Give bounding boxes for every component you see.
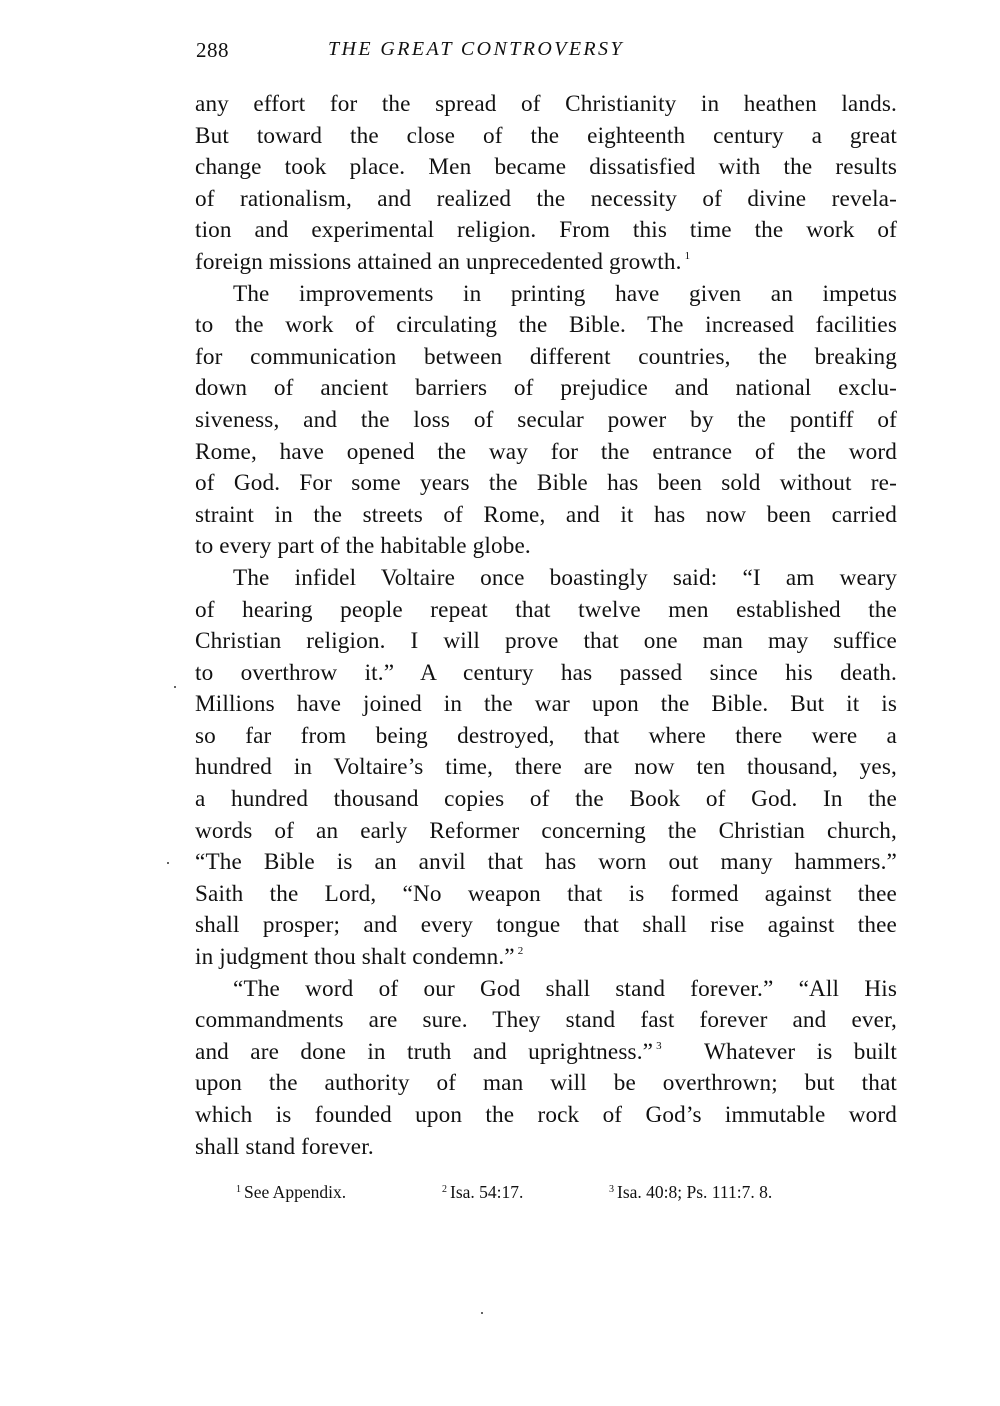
- text-line: Rome, have opened the way for the entrance of the word: [195, 438, 897, 465]
- text-line: to every part of the habitable globe.: [195, 533, 531, 560]
- text-line: upon the authority of man will be overthrown; but that: [195, 1070, 897, 1097]
- text-line: of hearing people repeat that twelve men established the: [195, 596, 897, 623]
- footnote-2: [442, 1182, 523, 1203]
- footnote-3: [609, 1182, 772, 1203]
- footnote-reference-3[interactable]: 3: [656, 1039, 662, 1052]
- text-line: “The Bible is an anvil that has worn out many hammers.”: [195, 849, 897, 876]
- text-line-with-ref: [195, 1037, 897, 1069]
- paragraph-3: [195, 563, 897, 974]
- page-number: 288: [196, 38, 229, 62]
- text-line: tion and experimental religion. From this time the work of: [195, 217, 897, 244]
- footnote-text: See Appendix.: [244, 1182, 347, 1202]
- text-line: hundred in Voltaire’s time, there are now ten thousand, yes,: [195, 754, 897, 781]
- text-line: shall stand forever.: [195, 1133, 374, 1160]
- text-line: “The word of our God shall stand forever.” “All His: [233, 975, 897, 1002]
- text-line: of God. For some years the Bible has been sold without re-: [195, 470, 897, 497]
- footnote-text: Isa. 54:17.: [450, 1182, 524, 1202]
- text-line: The improvements in printing have given an impetus: [233, 280, 897, 307]
- footnote-1: [236, 1182, 346, 1203]
- footnote-marker: 3: [609, 1184, 614, 1195]
- text-line: foreign missions attained an unprecedented growth.: [195, 248, 682, 275]
- paragraph-4: [195, 974, 897, 1164]
- body-text: [195, 89, 897, 1163]
- text-line: Saith the Lord, “No weapon that is formed against thee: [195, 880, 897, 907]
- text-line: But toward the close of the eighteenth century a great: [195, 122, 897, 149]
- text-line: to the work of circulating the Bible. The increased facilities: [195, 312, 897, 339]
- text-line: Millions have joined in the war upon the Bible. But it is: [195, 691, 897, 718]
- scan-speck: [167, 862, 169, 864]
- running-title: THE GREAT CONTROVERSY: [328, 38, 624, 60]
- text-line: a hundred thousand copies of the Book of God. In the: [195, 786, 897, 813]
- text-line: of rationalism, and realized the necessity of divine revela-: [195, 185, 897, 212]
- text-line: straint in the streets of Rome, and it has now been carried: [195, 501, 897, 528]
- text-line: which is founded upon the rock of God’s immutable word: [195, 1102, 897, 1128]
- text-line-with-ref: [195, 942, 897, 974]
- text-line: to overthrow it.” A century has passed since his death.: [195, 659, 897, 686]
- footnote-reference-2[interactable]: 2: [517, 945, 524, 958]
- text-line: for communication between different countries, the breaking: [195, 343, 897, 370]
- text-line: siveness, and the loss of secular power by the pontiff of: [195, 406, 897, 433]
- footnote-marker: 1: [236, 1184, 241, 1195]
- paragraph-2: [195, 279, 897, 563]
- text-line: Whatever is built: [661, 1038, 897, 1065]
- scan-speck: [174, 686, 176, 688]
- text-line: words of an early Reformer concerning the Christian church,: [195, 817, 897, 844]
- text-line: commandments are sure. They stand fast forever and ever,: [195, 1007, 897, 1034]
- text-line: down of ancient barriers of prejudice and national exclu-: [195, 375, 897, 402]
- text-line: in judgment thou shalt condemn.”: [195, 944, 515, 971]
- text-line: so far from being destroyed, that where there were a: [195, 722, 897, 749]
- footnote-text: Isa. 40:8; Ps. 111:7. 8.: [617, 1182, 773, 1202]
- text-line: and are done in truth and uprightness.”: [195, 1038, 654, 1065]
- text-line: shall prosper; and every tongue that shall rise against thee: [195, 912, 897, 939]
- text-line: The infidel Voltaire once boastingly said: “I am weary: [233, 564, 897, 591]
- text-line: Christian religion. I will prove that one man may suffice: [195, 628, 897, 655]
- paragraph-1: [195, 89, 897, 279]
- text-line: change took place. Men became dissatisfied with the results: [195, 154, 897, 181]
- footnote-marker: 2: [442, 1184, 447, 1195]
- text-line-with-ref: [195, 247, 897, 279]
- running-head: [196, 38, 896, 68]
- footnote-reference-1[interactable]: 1: [684, 249, 691, 262]
- scan-speck: [481, 1312, 483, 1314]
- text-line: any effort for the spread of Christianity in heathen lands.: [195, 91, 897, 117]
